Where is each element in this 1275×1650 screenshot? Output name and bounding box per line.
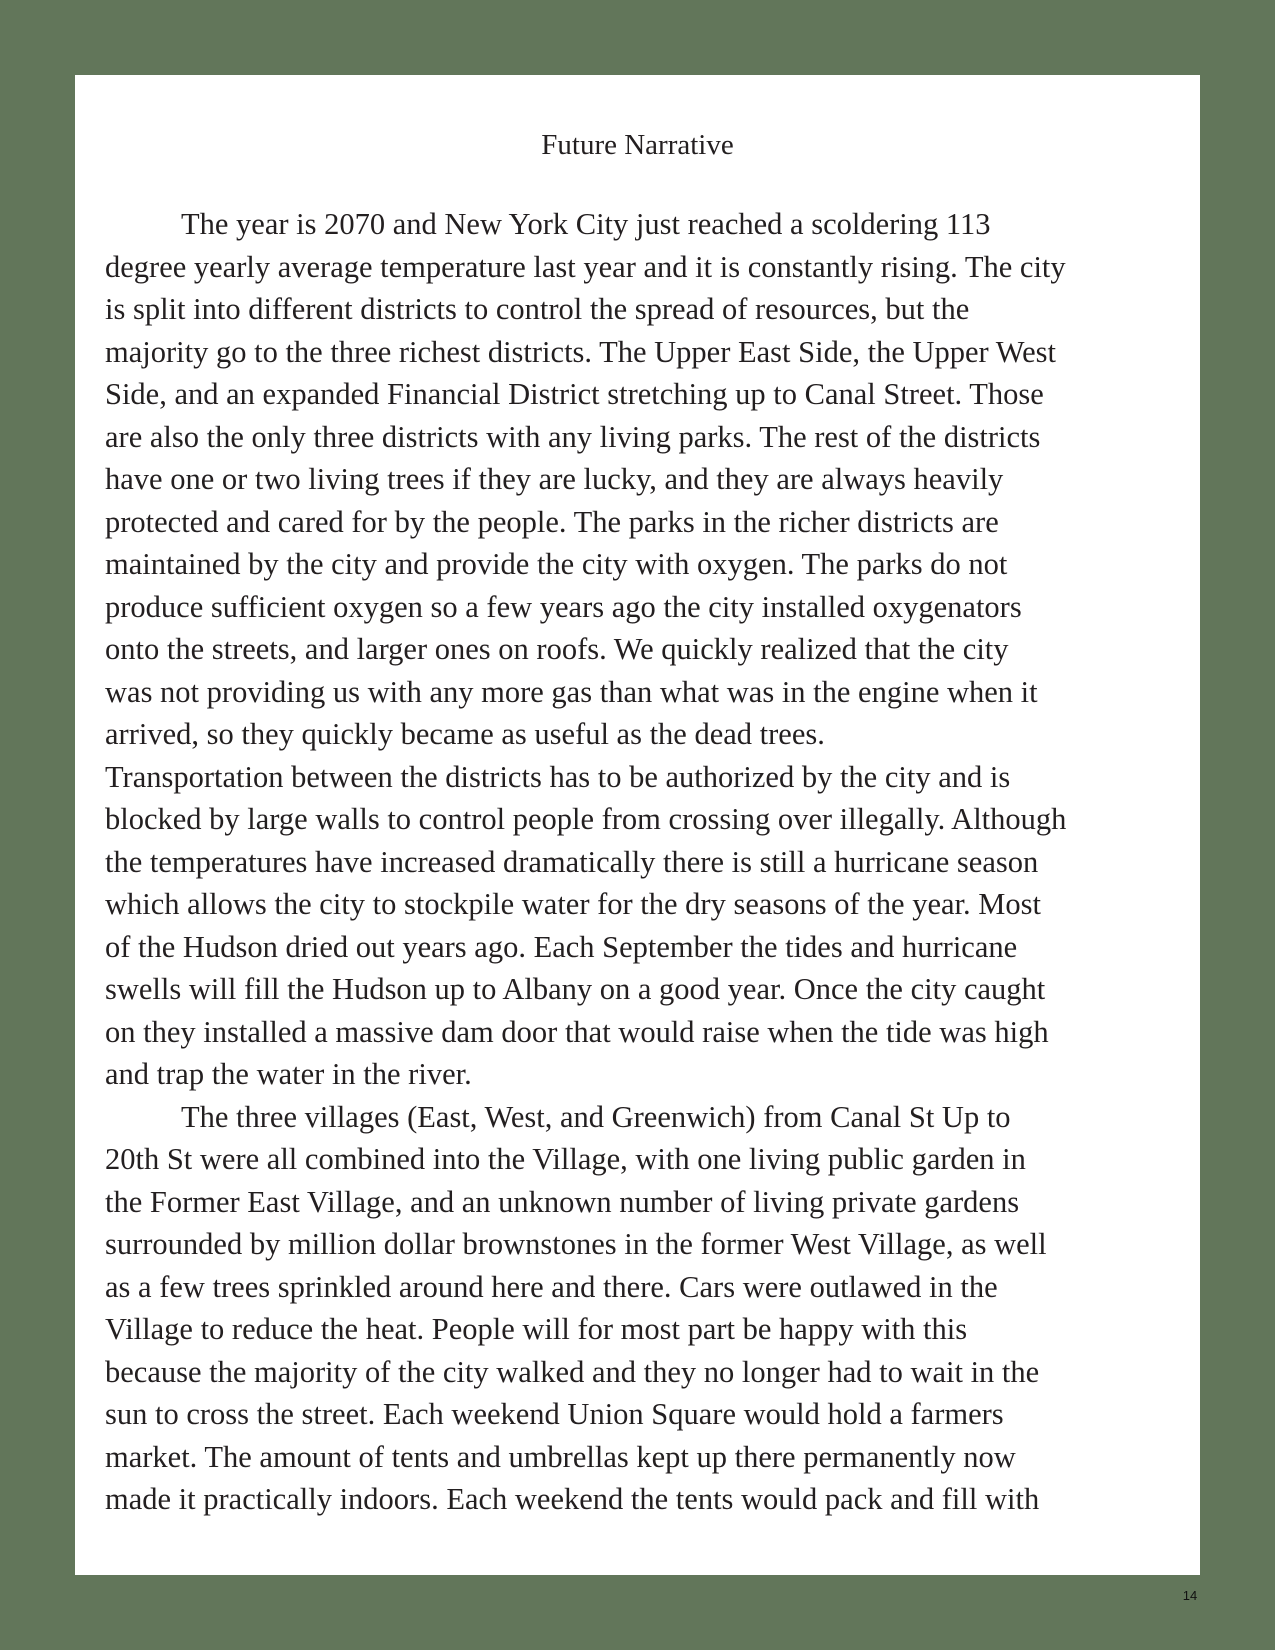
paragraph-line: degree yearly average temperature last year and it is constantly rising. The city — [105, 249, 1066, 284]
paragraph-line: produce sufficient oxygen so a few years ago the city installed oxygenators — [105, 589, 1022, 624]
paragraph-line: maintained by the city and provide the city with oxygen. The parks do not — [105, 547, 1008, 581]
paragraph-line: The three villages (East, West, and Greenwich) from Canal St Up to — [181, 1099, 1011, 1134]
paragraph-line: Village to reduce the heat. People will for most part be happy with this — [105, 1312, 968, 1346]
paragraph-line: on they installed a massive dam door that would raise when the tide was high — [105, 1014, 1049, 1049]
paragraph-line: made it practically indoors. Each weekend the tents would pack and fill with — [105, 1482, 1040, 1516]
paragraph-line: the temperatures have increased dramatically there is still a hurricane season — [105, 844, 1039, 879]
paragraph-line: The year is 2070 and New York City just reached a scoldering 113 — [181, 207, 991, 241]
paragraph-line: because the majority of the city walked and they no longer had to wait in the — [105, 1354, 1040, 1389]
paragraph-line: sun to cross the street. Each weekend Union Square would hold a farmers — [105, 1397, 1004, 1431]
paragraph-line: blocked by large walls to control people from crossing over illegally. Although — [105, 802, 1067, 836]
paragraph-line: market. The amount of tents and umbrellas kept up there permanently now — [105, 1439, 1016, 1474]
page-title: Future Narrative — [541, 129, 734, 161]
paragraph-line: onto the streets, and larger ones on roofs. We quickly realized that the city — [105, 632, 1009, 666]
narrative-body — [105, 203, 1171, 1521]
page-card — [75, 75, 1200, 1575]
paragraph-line: swells will fill the Hudson up to Albany on a good year. Once the city caught — [105, 972, 1046, 1006]
paragraph-line: Transportation between the districts has to be authorized by the city and is — [105, 759, 1011, 794]
paragraph-line: 20th St were all combined into the Village, with one living public garden in — [105, 1142, 1026, 1176]
paragraph-line: which allows the city to stockpile water for the dry seasons of the year. Most — [105, 887, 1041, 921]
paragraph-line: are also the only three districts with any living parks. The rest of the districts — [105, 419, 1041, 454]
paragraph-line: as a few trees sprinkled around here and there. Cars were outlawed in the — [105, 1269, 998, 1304]
paragraph-line: was not providing us with any more gas than what was in the engine when it — [105, 674, 1038, 709]
paragraph-line: the Former East Village, and an unknown number of living private gardens — [105, 1184, 1020, 1219]
paragraph-line: surrounded by million dollar brownstones in the former West Village, as well — [105, 1227, 1047, 1261]
paragraph-line: of the Hudson dried out years ago. Each September the tides and hurricane — [105, 929, 1018, 964]
paragraph-line: and trap the water in the river. — [105, 1057, 472, 1091]
paragraph-line: Side, and an expanded Financial District stretching up to Canal Street. Those — [105, 377, 1044, 411]
paragraph-line: protected and cared for by the people. The parks in the richer districts are — [105, 504, 999, 539]
paragraph-line: arrived, so they quickly became as useful as the dead trees. — [105, 717, 825, 751]
page-number: 14 — [1182, 1588, 1198, 1603]
paragraph-line: majority go to the three richest districts. The Upper East Side, the Upper West — [105, 334, 1057, 369]
paragraph-line: have one or two living trees if they are lucky, and they are always heavily — [105, 462, 1004, 496]
paragraph-line: is split into different districts to control the spread of resources, but the — [105, 292, 970, 326]
